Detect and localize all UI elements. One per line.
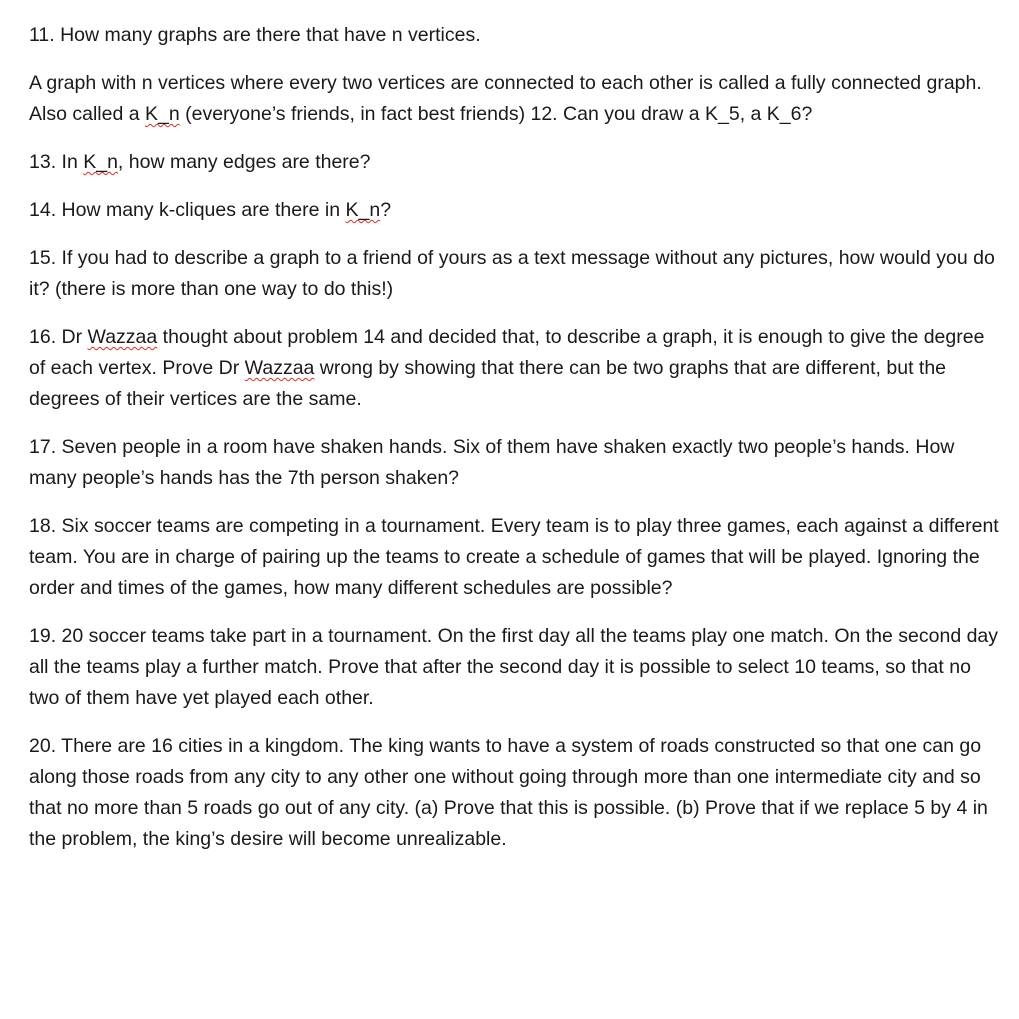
- text-run: 17. Seven people in a room have shaken hands. Six of them have shaken exactly two people’s hands. How many people’s hands has the 7th person shaken?: [29, 436, 955, 489]
- text-run: 15. If you had to describe a graph to a friend of yours as a text message without any pictures, how would you do it? (there is more than one way to do this!): [29, 247, 995, 300]
- spellcheck-flagged-word[interactable]: K_n: [83, 151, 118, 173]
- text-run: (everyone’s friends, in fact best friends) 12. Can you draw a K_5, a K_6?: [179, 103, 813, 125]
- text-run: 18. Six soccer teams are competing in a tournament. Every team is to play three games, each against a different team. You are in charge of pairing up the teams to create a schedule of games that will be played. Ignoring the order and times of the games, how many different schedules are possible?: [29, 515, 999, 599]
- text-run: 20. There are 16 cities in a kingdom. The king wants to have a system of roads constructed so that one can go along those roads from any city to any other one without going through more than one intermediate city and so that no more than 5 roads go out of any city. (a) Prove that this is possible. (b) Prove that if we replace 5 by 4 in the problem, the king’s desire will become unrealizable.: [29, 735, 988, 850]
- paragraph-13: [29, 147, 1001, 178]
- spellcheck-flagged-word[interactable]: K_n: [345, 199, 381, 221]
- paragraph-15: [29, 243, 1001, 305]
- text-run: , how many edges are there?: [117, 151, 371, 173]
- spellcheck-flagged-word[interactable]: Wazzaa: [244, 357, 315, 379]
- text-run: 11. How many graphs are there that have n vertices.: [29, 24, 481, 46]
- paragraph-20: [29, 731, 1001, 855]
- paragraph-11: [29, 20, 1001, 51]
- text-run: ?: [380, 199, 392, 221]
- text-run: 13. In: [29, 151, 84, 173]
- text-run: A graph with n vertices where every two vertices are connected to each other is called a fully connected graph. Also called a: [29, 72, 982, 125]
- text-run: 19. 20 soccer teams take part in a tournament. On the first day all the teams play one match. On the second day all the teams play a further match. Prove that after the second day it is possible to select 10 teams, so that no two of them have yet played each other.: [29, 625, 999, 709]
- document-body: [29, 20, 1001, 872]
- paragraph-19: [29, 621, 1001, 714]
- text-run: wrong by showing that there can be two graphs that are different, but the degrees of their vertices are the same.: [29, 357, 947, 410]
- spellcheck-flagged-word[interactable]: Wazzaa: [87, 326, 158, 348]
- paragraph-17: [29, 432, 1001, 494]
- paragraph-18: [29, 511, 1001, 604]
- paragraph-fully-connected-12: [29, 68, 1001, 130]
- spellcheck-flagged-word[interactable]: K_n: [144, 103, 180, 125]
- text-run: thought about problem 14 and decided that, to describe a graph, it is enough to give the degree of each vertex. Prove Dr: [29, 326, 985, 379]
- paragraph-16: [29, 322, 1001, 415]
- paragraph-14: [29, 195, 1001, 226]
- text-run: 16. Dr: [29, 326, 88, 348]
- text-run: 14. How many k-cliques are there in: [29, 199, 346, 221]
